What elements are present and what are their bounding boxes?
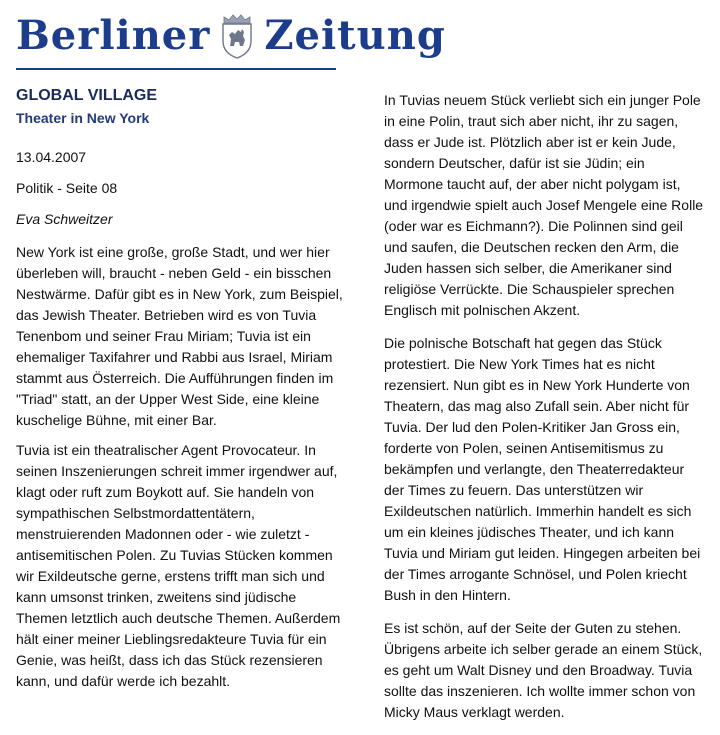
masthead-rule (16, 68, 336, 70)
article-subtitle: Theater in New York (16, 110, 150, 126)
paragraph: New York ist eine große, große Stadt, und wer hier überleben will, braucht - neben Geld - ein bisschen Nestwärme. Dafür gibt es in New York, zum Beispiel, das Jewish Theater. Betrieben wird es von Tuvia Tenenbom und seiner Frau Miriam; Tuvia ist ein ehemaliger Taxifahrer und Rabbi aus Israel, Miriam stammt aus Österreich. Die Aufführungen finden im "Triad" statt, an der Upper West Side, eine kleine kuschelige Bühne, mit einer Bar. (16, 244, 343, 428)
paragraph: Die polnische Botschaft hat gegen das Stück protestiert. Die New York Times hat es nicht rezensiert. Nun gibt es in New York Hunderte von Theatern, das mag also Zufall sein. Aber nicht für Tuvia. Der lud den Polen-Kritiker Jan Gross ein, forderte von Polen, seinen Antisemitismus zu bekämpfen und verlangte, den Theaterredakteur der Times zu feuern. Das unterstützen wir Exildeutschen natürlich. Immerhin handelt es sich um ein kleines jüdisches Theater, und ich kann Tuvia und Miriam gut leiden. Hingegen arbeiten bei der Times arrogante Schnösel, und Polen kriecht Bush in den Hintern. (384, 335, 701, 603)
article-title: GLOBAL VILLAGE (16, 87, 158, 104)
masthead (16, 8, 446, 64)
article-date: 13.04.2007 (16, 149, 87, 165)
right-column (384, 90, 706, 735)
paragraph: In Tuvias neuem Stück verliebt sich ein junger Pole in eine Polin, traut sich aber nicht, ihr zu sagen, dass er Jude ist. Plötzlich aber ist er kein Jude, sondern Deutscher, dafür ist sie Jüdin; ein Mormone taucht auf, der aber nicht polygam ist, und irgendwie spielt auch Josef Mengele eine Rolle (oder war es Eichmann?). Die Polinnen sind geil und saufen, die Deutschen recken den Arm, die Juden hassen sich selber, die Amerikaner sind religiöse Verrückte. Die Schauspieler sprechen Englisch mit polnischen Akzent. (384, 92, 704, 318)
left-column (16, 86, 346, 701)
bear-crest-icon (218, 13, 256, 59)
paragraph: Tuvia ist ein theatralischer Agent Provocateur. In seinen Inszenierungen schreit immer irgendwer auf, klagt oder ruft zum Boykott auf. Sie handeln von sympathischen Selbstmordattentätern, menstruierenden Madonnen oder - wie zuletzt - antisemitischen Polen. Zu Tuvias Stücken kommen wir Exildeutsche gerne, erstens trifft man sich und kann umsonst trinken, zweitens sind jüdische Themen letztlich auch deutsche Themen. Außerdem hält einer meiner Lieblingsredakteure Tuvia für ein Genie, was heißt, dass ich das Stück rezensieren kann, und dafür werde ich bezahlt. (16, 442, 341, 689)
masthead-word-berliner: Berliner (16, 12, 211, 59)
masthead-word-zeitung: Zeitung (264, 12, 446, 59)
article-author: Eva Schweitzer (16, 211, 113, 227)
paragraph: Es ist schön, auf der Seite der Guten zu stehen. Übrigens arbeite ich selber gerade an einem Stück, es geht um Walt Disney und den Broadway. Tuvia sollte das inszenieren. Ich wollte immer schon von Micky Maus verklagt werden. (384, 620, 703, 720)
article-section: Politik - Seite 08 (16, 180, 118, 196)
